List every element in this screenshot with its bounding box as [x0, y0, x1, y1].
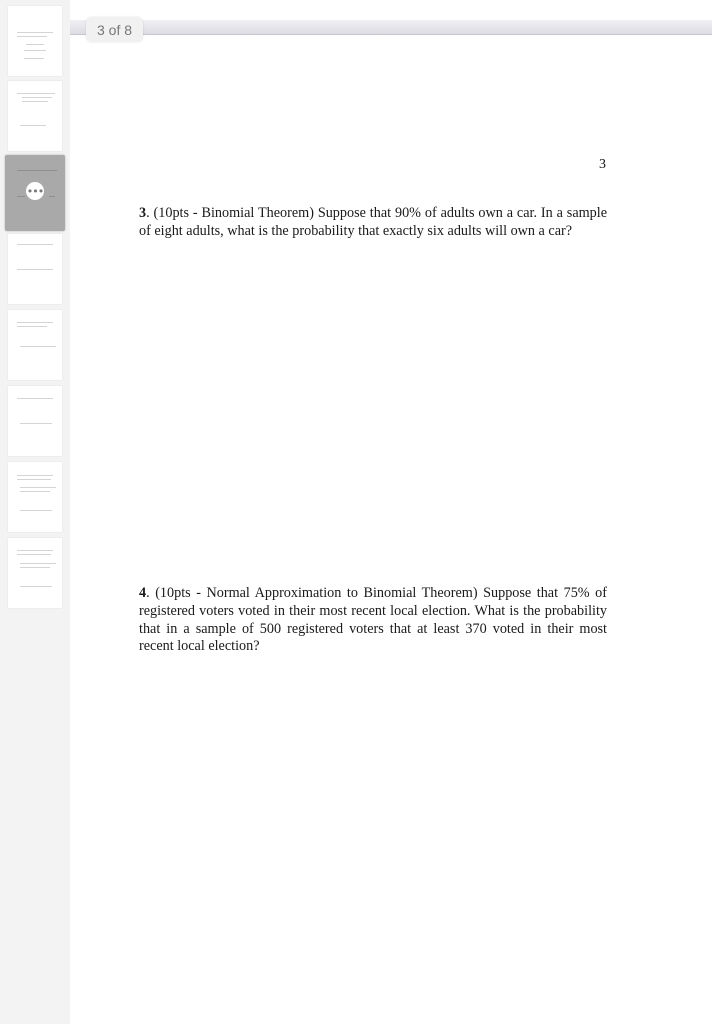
page-thumbnail-7[interactable] [8, 462, 62, 532]
page-number: 3 [599, 157, 606, 172]
page-thumbnail-2[interactable] [8, 81, 62, 151]
question-number: 3 [139, 205, 147, 221]
question-text: . (10pts - Normal Approximation to Binomial Theorem) Suppose that 75% of registered voters voted in their most recent local election. What is the probability that in a sample of 500 registered voters that at least 370 voted in their most recent local election? [139, 585, 607, 655]
page-thumbnail-5[interactable] [8, 310, 62, 380]
question-3 [139, 205, 607, 241]
question-4 [139, 585, 607, 656]
question-text: . (10pts - Binomial Theorem) Suppose that 90% of adults own a car. In a sample of eight adults, what is the probability that exactly six adults will own a car? [139, 205, 607, 239]
question-number: 4 [139, 585, 147, 601]
page-indicator: 3 of 8 [86, 17, 143, 42]
thumbnail-sidebar [0, 0, 70, 1024]
page-thumbnail-4[interactable] [8, 234, 62, 304]
page-thumbnail-6[interactable] [8, 386, 62, 456]
page-thumbnail-3[interactable] [5, 155, 65, 231]
page-thumbnail-8[interactable] [8, 538, 62, 608]
more-options-icon[interactable]: ••• [26, 182, 44, 200]
page-thumbnail-1[interactable] [8, 6, 62, 76]
page-toolbar-strip [70, 20, 712, 35]
